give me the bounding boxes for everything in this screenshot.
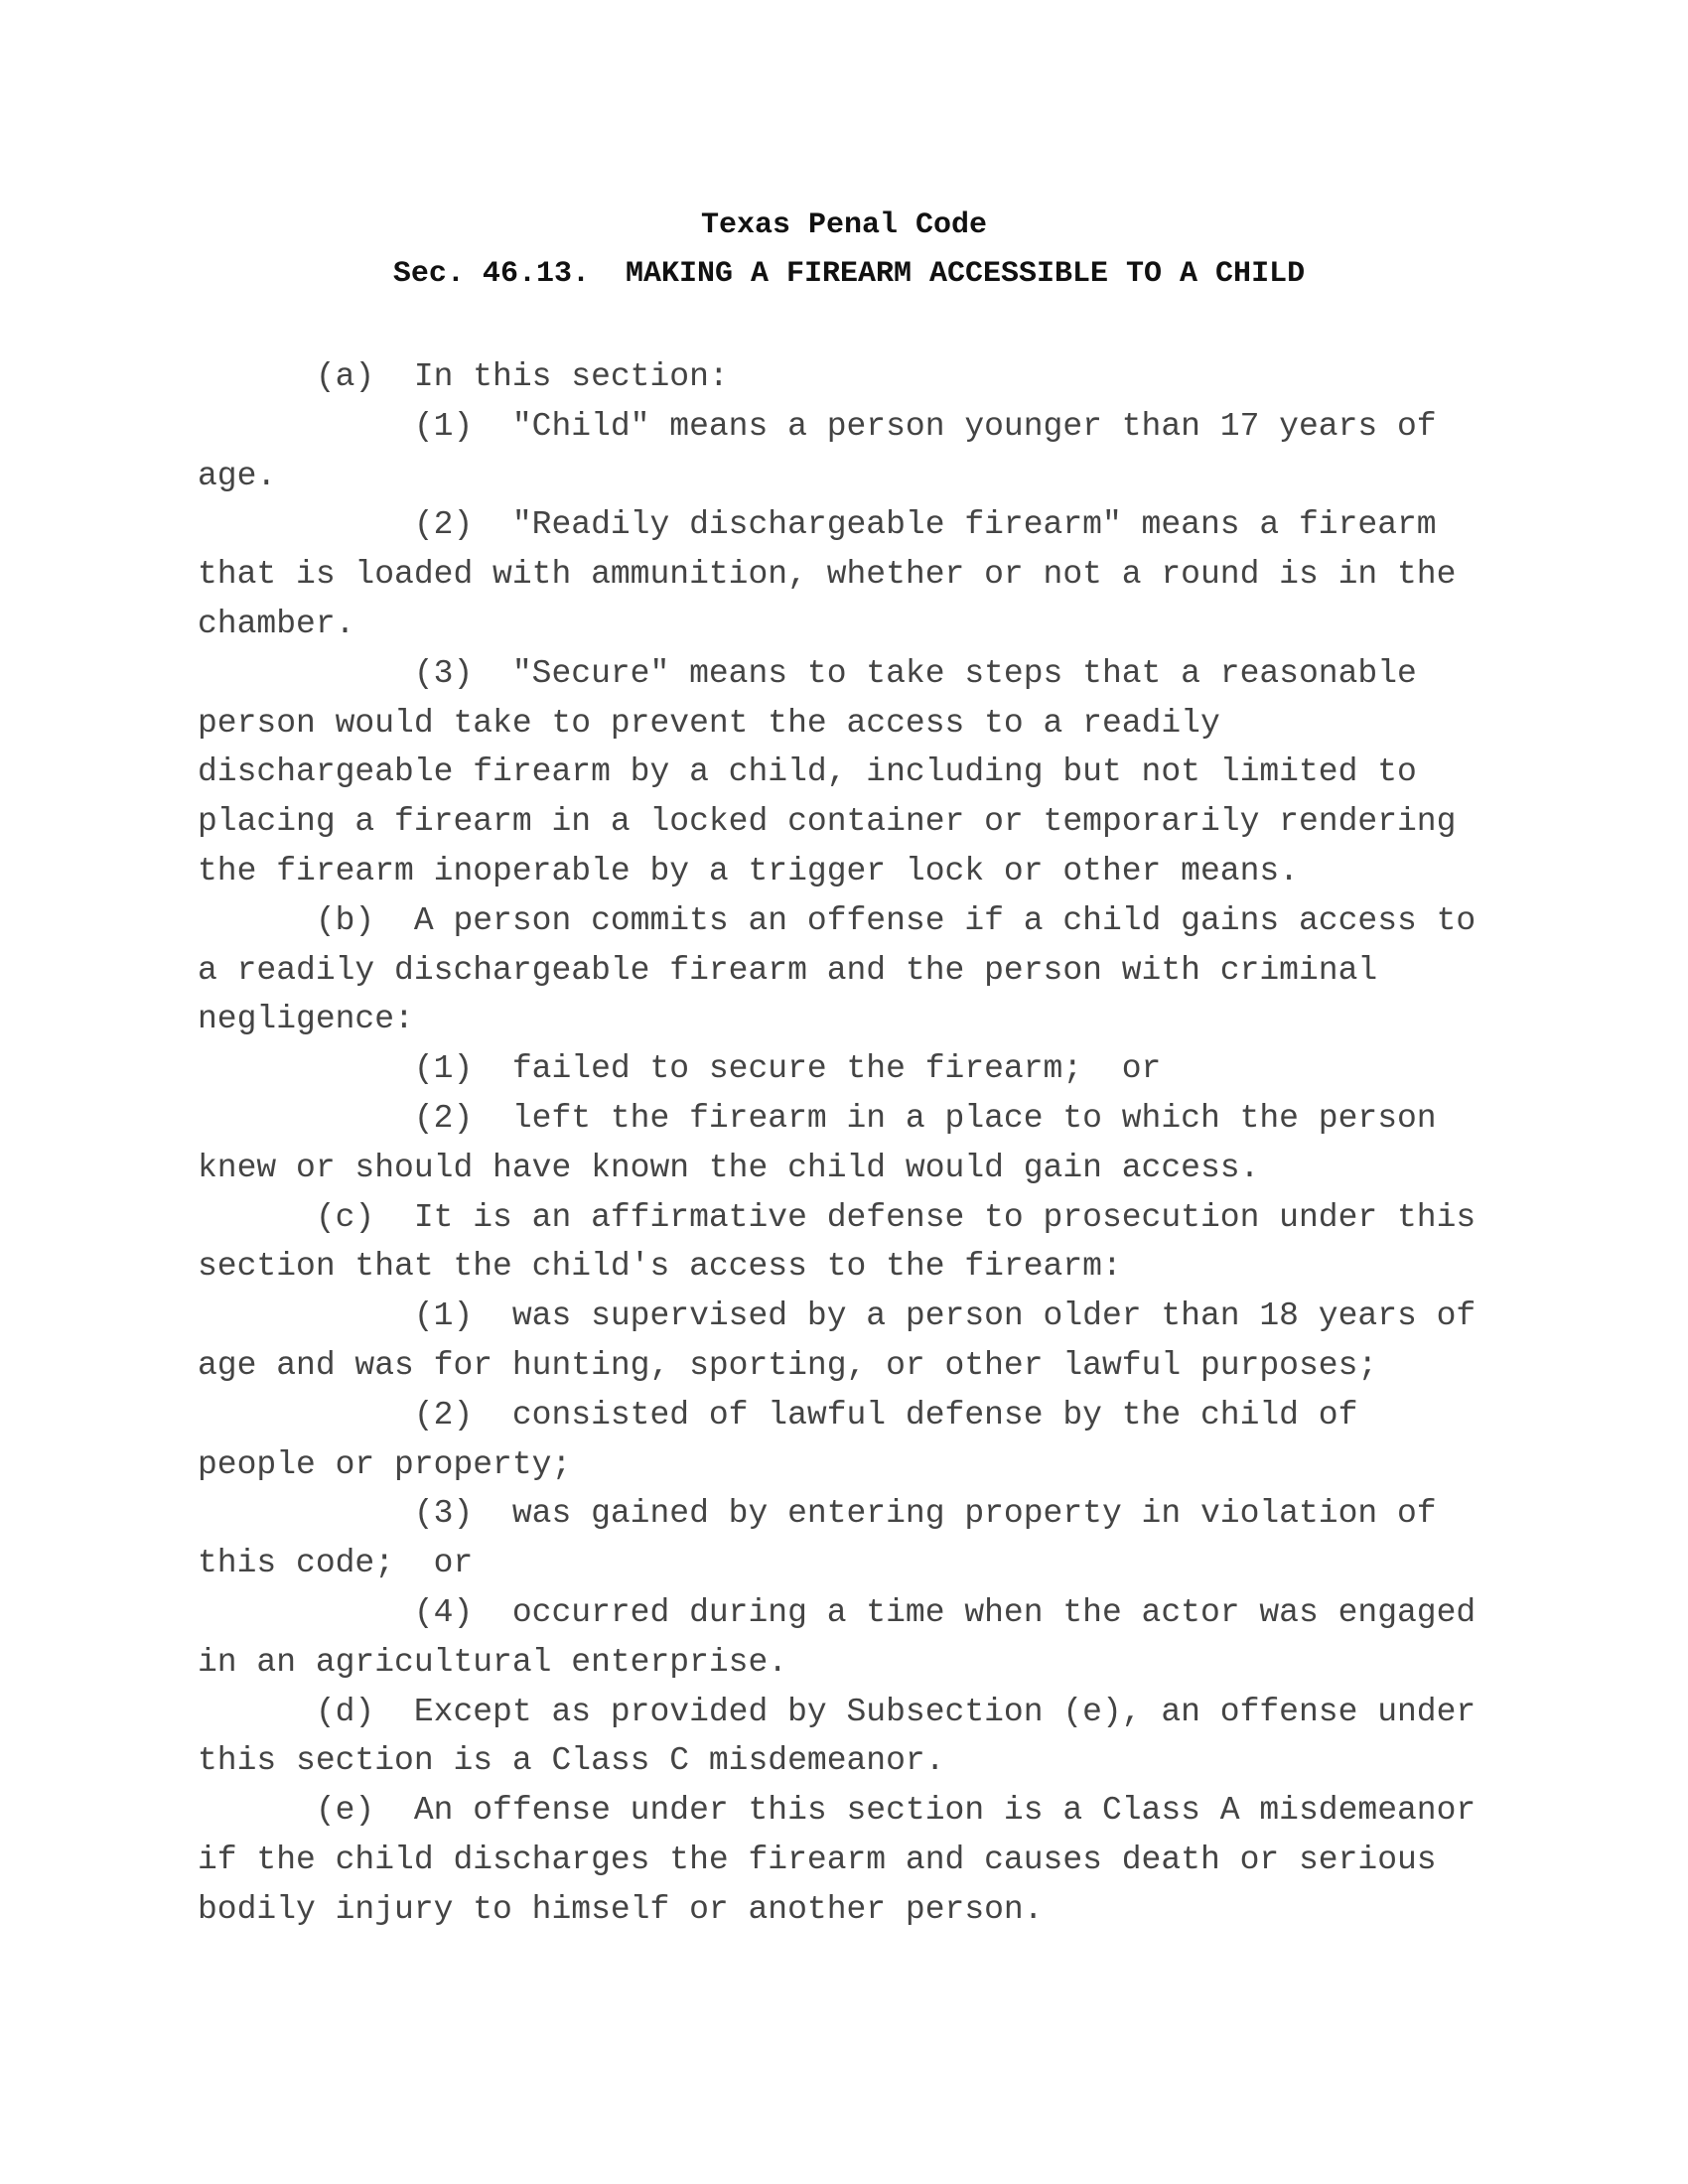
text-line: the firearm inoperable by a trigger lock or other means. [198, 852, 1299, 889]
text-line: (3) was gained by entering property in violation of [198, 1495, 1437, 1533]
text-line: (a) In this section: [198, 358, 729, 395]
text-line: (1) was supervised by a person older than 18 years of [198, 1297, 1477, 1335]
text-line: (b) A person commits an offense if a child gains access to [198, 901, 1477, 939]
text-line: (2) left the firearm in a place to which the person [198, 1099, 1437, 1137]
text-line: (1) failed to secure the firearm; or [198, 1050, 1162, 1088]
text-line: (d) Except as provided by Subsection (e), an offense under [198, 1693, 1477, 1730]
text-line: age and was for hunting, sporting, or other lawful purposes; [198, 1346, 1378, 1384]
text-line: this code; or [198, 1545, 474, 1582]
text-line: (2) "Readily dischargeable firearm" means a firearm [198, 506, 1437, 544]
text-line: placing a firearm in a locked container or temporarily rendering [198, 803, 1457, 841]
text-line: negligence: [198, 1001, 414, 1038]
text-line: knew or should have known the child would gain access. [198, 1149, 1260, 1186]
text-line: (4) occurred during a time when the actor was engaged [198, 1593, 1477, 1631]
text-line: a readily dischargeable firearm and the person with criminal [198, 951, 1378, 989]
text-line: person would take to prevent the access to a readily [198, 704, 1220, 742]
text-line: people or property; [198, 1445, 572, 1483]
text-line: this section is a Class C misdemeanor. [198, 1742, 945, 1780]
text-line: bodily injury to himself or another person. [198, 1890, 1044, 1928]
text-line: that is loaded with ammunition, whether or not a round is in the [198, 556, 1457, 594]
text-line: chamber. [198, 605, 355, 642]
document-title: Texas Penal Code [700, 208, 988, 242]
text-line: (2) consisted of lawful defense by the child of [198, 1396, 1358, 1433]
text-line: (1) "Child" means a person younger than 17 years of [198, 407, 1437, 445]
text-line: if the child discharges the firearm and causes death or serious [198, 1841, 1437, 1878]
text-line: dischargeable firearm by a child, including but not limited to [198, 753, 1417, 791]
text-line: section that the child's access to the firearm: [198, 1248, 1122, 1286]
text-line: in an agricultural enterprise. [198, 1643, 788, 1681]
text-line: (3) "Secure" means to take steps that a reasonable [198, 654, 1417, 692]
section-heading: Sec. 46.13. MAKING A FIREARM ACCESSIBLE TO A CHILD [392, 257, 1306, 291]
section-body [198, 352, 1488, 1935]
text-line: (e) An offense under this section is a Class A misdemeanor [198, 1792, 1477, 1830]
text-line: (c) It is an affirmative defense to prosecution under this [198, 1198, 1477, 1236]
text-line: age. [198, 457, 277, 494]
